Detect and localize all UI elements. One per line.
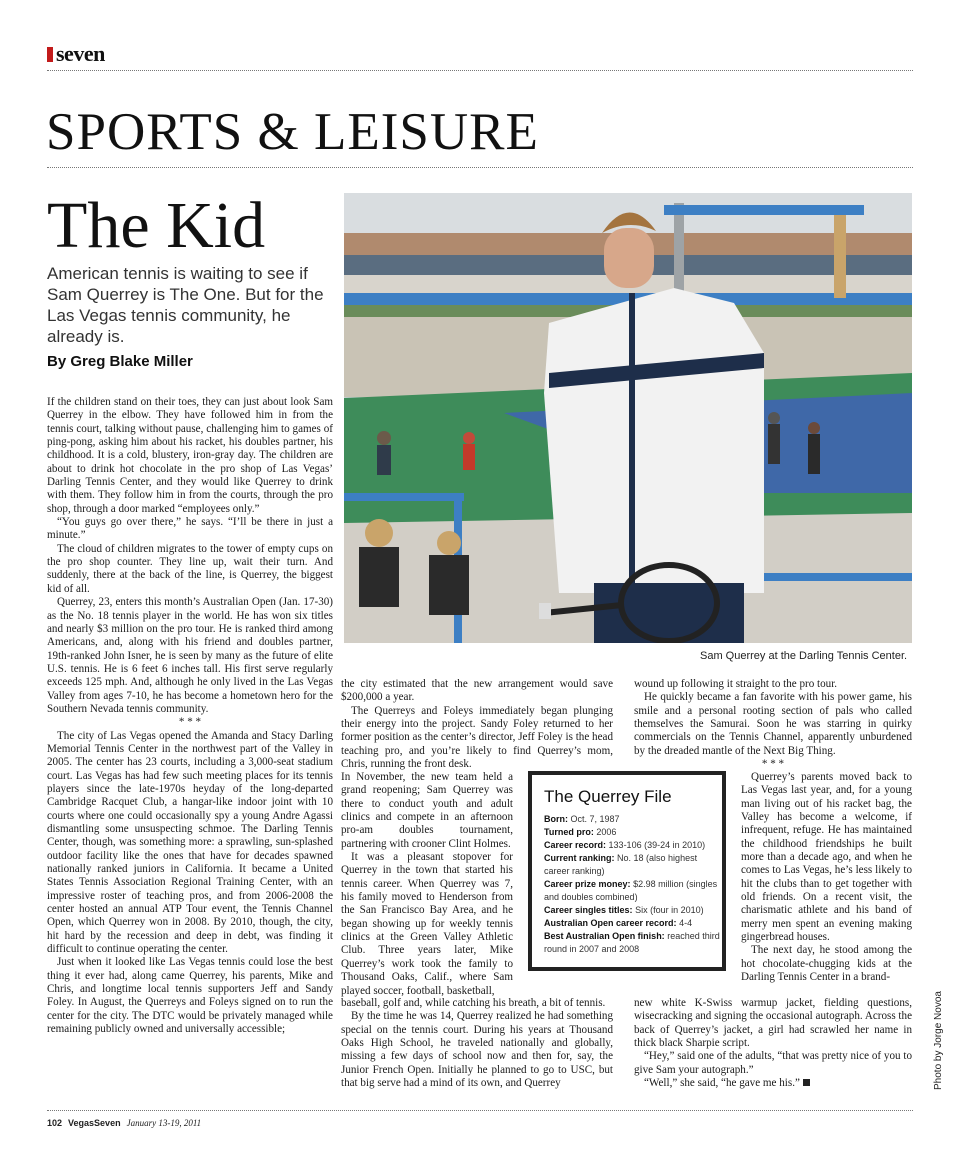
logo-bar (47, 47, 53, 62)
sidebar-row (544, 852, 722, 878)
section-rule (47, 167, 913, 168)
body-column-1 (47, 396, 333, 1037)
sidebar-value: reached third round in 2007 and 2008 (544, 931, 720, 954)
paragraph: The cloud of children migrates to the tower of empty cups on the pro shop counter. They line up, wait their turn. And suddenly, there at the back of the line, is Querrey, the biggest kid of all. (47, 542, 333, 595)
article-photo (344, 193, 912, 643)
querrey-file-sidebar (528, 771, 726, 971)
paragraph: The Querreys and Foleys immediately began plunging their energy into the project. Sandy Foley returned to her former position as the center’s director, Jeff Foley is the head teaching pro, and you’re likely to find Querrey’s mom, Chris, running the front desk. (341, 704, 613, 771)
photo-credit: Photo by Jorge Novoa (933, 991, 944, 1090)
page-footer (47, 1118, 201, 1128)
sidebar-value: $2.98 million (singles and doubles combined) (544, 879, 718, 902)
end-mark-icon (803, 1079, 810, 1086)
sidebar-label: Career singles titles: (544, 905, 633, 915)
photo-illustration (344, 193, 912, 643)
sidebar-row (544, 917, 722, 930)
paragraph (634, 1077, 912, 1090)
body-column-3-narrow (741, 771, 912, 985)
magazine-name: VegasSeven (68, 1118, 121, 1128)
photo-caption: Sam Querrey at the Darling Tennis Center. (700, 650, 908, 662)
paragraph: He quickly became a fan favorite with his power game, his smile and a personal rooting section of pals who called themselves the Samurai. Soon he was starring in quirky commercials on the Tennis Channel, apparently unburdened by the dreaded mantle of the Next Big Thing. (634, 691, 912, 757)
sidebar-label: Turned pro: (544, 827, 594, 837)
body-column-3-bottom (634, 997, 912, 1090)
article-byline: By Greg Blake Miller (47, 353, 193, 370)
top-rule (47, 70, 913, 71)
sidebar-label: Born: (544, 814, 568, 824)
paragraph: wound up following it straight to the pro tour. (634, 678, 838, 690)
sidebar-value: Oct. 7, 1987 (570, 814, 620, 824)
paragraph: Just when it looked like Las Vegas tennis could lose the best thing it ever had, along came Querrey, his parents, Mike and Chris, and longtime local tennis supporters Jeff and Sandy Foley. In August, the Querreys and Foleys signed on to run the center for the city. The DTC would be privately managed while remaining publicly owned and universally accessible; (47, 956, 333, 1036)
paragraph: By the time he was 14, Querrey realized he had something special on the tennis court. During his years at Thousand Oaks High School, he traveled nationally and globally, missing a few days of school now and then for, say, the Junior French Open. Initially he planned to go to USC, but that big serve had a mind of its own, and Querrey (341, 1010, 613, 1090)
footer-rule (47, 1110, 913, 1111)
final-line: “Well,” she said, “he gave me his.” (644, 1077, 800, 1090)
sidebar-value: 2006 (596, 827, 617, 837)
sidebar-label: Career prize money: (544, 879, 631, 889)
body-column-2-narrow (341, 771, 513, 998)
sidebar-label: Career record: (544, 840, 607, 850)
paragraph: The next day, he stood among the hot chocolate-chugging kids at the Darling Tennis Center in a brand- (741, 944, 912, 984)
paragraph: If the children stand on their toes, they can just about look Sam Querrey in the elbow. They have followed him in from the tennis court, talking without pause, challenging him to games of ping-pong, asking him about his racket, his doubles partner, his childhood. It is a cold, blustery, iron-gray day. The children are about to drink hot chocolate in the pro shop of Las Vegas’ Darling Tennis Center, and they would like Querrey to drink with them. They follow him in from the courts, through the pro shop, through a door marked “employees only.” (47, 396, 333, 515)
paragraph: It was a pleasant stopover for Querrey in the town that started his tennis career. When Querrey was 7, his family moved to Henderson from the San Francisco Bay Area, and he began showing up for weekly tennis clinics at the Green Valley Athletic Club. Three years later, Mike Querrey’s work took the family to Thousand Oaks, Calif., where Sam played soccer, football, basketball, (341, 851, 513, 997)
paragraph: Querrey, 23, enters this month’s Australian Open (Jan. 17-30) as the No. 18 tennis player in the world. He has won six titles and nearly $3 million on the pro tour. He is ranked third among Americans, and, along with his friend and doubles partner, 19th-ranked John Isner, he is seen by many as the future of elite U.S. tennis. He is 6 feet 6 inches tall. His first serve regularly exceeds 125 mph. And, although he only lived in the Las Vegas Valley from ages 7-10, he has become a hometown hero for the Southern Nevada tennis community. (47, 596, 333, 715)
article-headline: The Kid (47, 189, 266, 262)
sidebar-row (544, 839, 722, 852)
sidebar-row (544, 878, 722, 904)
section-break: * * * (761, 758, 785, 771)
paragraph: Querrey’s parents moved back to Las Vegas last year, and, for a young man living out of his racket bag, the Valley has become a welcome, if infrequent, refuge. He has maintained the childhood friendships he built more than a decade ago, and when he comes to Las Vegas, he’s less likely to hit the clubs than to get together with old friends. On a recent visit, the charismatic athlete and his band of merry men spent an evening making gingerbread houses. (741, 771, 912, 944)
sidebar-row (544, 904, 722, 917)
body-column-2-top (341, 678, 613, 771)
paragraph: “Hey,” said one of the adults, “that was pretty nice of you to give Sam your autograph.” (634, 1050, 912, 1076)
paragraph: the city estimated that the new arrangement would save $200,000 a year. (341, 678, 613, 704)
sidebar-value: 4-4 (679, 918, 693, 928)
sidebar-row (544, 826, 722, 839)
section-title: SPORTS & LEISURE (46, 103, 539, 161)
body-column-3-top (634, 678, 912, 771)
issue-date: January 13-19, 2011 (126, 1118, 202, 1128)
magazine-logo (47, 41, 105, 66)
body-column-2-bottom (341, 997, 613, 1090)
paragraph: In November, the new team held a grand reopening; Sam Querrey was there to conduct youth and adult clinics and compete in an afternoon pro-am doubles tournament, partnering with crooner Clint Holmes. (341, 771, 513, 850)
sidebar-label: Current ranking: (544, 853, 615, 863)
sidebar-label: Best Australian Open finish: (544, 931, 665, 941)
sidebar-label: Australian Open career record: (544, 918, 677, 928)
section-break: * * * (178, 716, 202, 729)
sidebar-row (544, 813, 722, 826)
article-deck: American tennis is waiting to see if Sam Querrey is The One. But for the Las Vegas tennis community, he already is. (47, 264, 324, 346)
sidebar-value: No. 18 (also highest career ranking) (544, 853, 698, 876)
sidebar-title: The Querrey File (544, 787, 672, 806)
sidebar-value: 133-106 (39-24 in 2010) (608, 840, 706, 850)
paragraph: “You guys go over there,” he says. “I’ll be there in just a minute.” (47, 516, 333, 542)
paragraph: new white K-Swiss warmup jacket, fielding questions, wisecracking and signing the occasional autograph. Across the back of Querrey’s jacket, a girl had scrawled her name in thick black Sharpie script. (634, 997, 912, 1050)
sidebar-value: Six (four in 2010) (635, 905, 704, 915)
paragraph: The city of Las Vegas opened the Amanda and Stacy Darling Memorial Tennis Center in the northwest part of the Valley in 2005. The center has 23 courts, including a 3,000-seat stadium court. Las Vegas has had few such meeting places for its tennis players since the late-1970s heyday of the long-departed Cambridge Racquet Club, a hangar-like indoor joint with 10 courts where one could occasionally spy a young Andre Agassi dismantling some unsuspecting schmoe. The Darling Tennis Center, though, was something more: a sprawling, sun-splashed outdoor facility like the ones that have for decades spawned nationally ranked juniors in California. It became a United States Tennis Association Regional Training Center, with an impressive roster of teaching pros, and from 2006-2008 the center hosted an annual ATP Tour event, the Tennis Channel Open, which Querrey won in 2008. By 2010, though, the city, hit hard by the recession and deep in debt, was finding it difficult to continue operating the center. (47, 729, 333, 956)
logo-text: seven (56, 41, 105, 66)
paragraph: baseball, golf and, while catching his breath, a bit of tennis. (341, 997, 606, 1009)
sidebar-row (544, 930, 722, 956)
page-number: 102 (47, 1118, 63, 1128)
